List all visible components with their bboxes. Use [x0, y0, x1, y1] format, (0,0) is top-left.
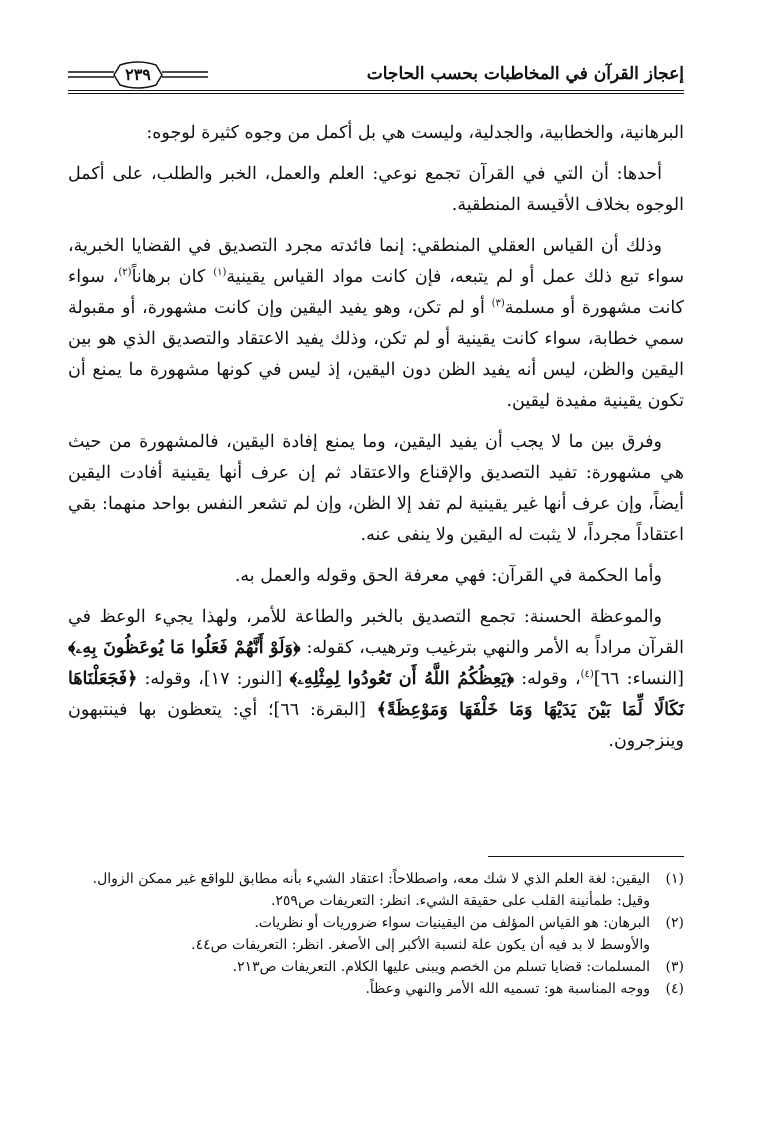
paragraph-6: والموعظة الحسنة: تجمع التصديق بالخبر والطاعة للأمر، ولهذا يجيء الوعظ في القرآن مراداً به الأمر والنهي بترغيب وترهيب، كقوله: ﴿وَلَوْ أَنَّهُمْ فَعَلُوا مَا يُوعَظُونَ بِهِۦ﴾ [النساء: ٦٦]$^{(٤)}$، وقوله: ﴿يَعِظُكُمُ اللَّهُ أَن تَعُودُوا لِمِثْلِهِۦ﴾ [النور: ١٧]، وقوله: ﴿فَجَعَلْنَاهَا نَكَالًا لِّمَا بَيْنَ يَدَيْهَا وَمَا خَلْفَهَا وَمَوْعِظَةً﴾ [البقرة: ٦٦]؛ أي: يتعظون بها فينتبهون وينزجرون.	[68, 607, 684, 751]
main-text	[68, 118, 684, 767]
quran-quote-2: ﴿يَعِظُكُمُ اللَّهُ أَن تَعُودُوا لِمِثْلِهِۦ﴾	[289, 669, 515, 689]
footnote-2: (٢) البرهان: هو القياس المؤلف من اليقينيات سواء ضروريات أو نظريات.	[254, 915, 684, 931]
footnote-ref-2[interactable]: (٢)	[118, 267, 132, 279]
paragraph-4: وفرق بين ما لا يجب أن يفيد اليقين، وما يمنع إفادة اليقين، فالمشهورة من حيث هي مشهورة: تفيد التصديق والإقناع والاعتقاد ثم إن عرف أنها يقينية أفادت اليقين أيضاً، وإن عرف أنها غير يقينية لم تفد إلا الظن، وإن لم تشعر النفس بواحد منهما: بقي اعتقاداً مجرداً، لا يثبت له اليقين ولا ينفى عنه.	[68, 432, 684, 545]
footnote-ref-1[interactable]: (١)	[213, 267, 227, 279]
footnote-1: (١) اليقين: لغة العلم الذي لا شك معه، واصطلاحاً: اعتقاد الشيء بأنه مطابق للواقع غير ممكن الزوال.	[92, 871, 684, 887]
paragraph-2: أحدها: أن التي في القرآن تجمع نوعي: العلم والعمل، الخبر والطلب، على أكمل الوجوه بخلاف الأقيسة المنطقية.	[68, 164, 684, 215]
footnote-2-continuation: والأوسط لا بد فيه أن يكون علة لنسبة الأكبر إلى الأصغر. انظر: التعريفات ص٤٤.	[191, 937, 650, 953]
quran-quote-1: ﴿وَلَوْ أَنَّهُمْ فَعَلُوا مَا يُوعَظُونَ بِهِۦ﴾	[68, 638, 301, 658]
page-number-ornament	[68, 61, 208, 89]
footnotes	[68, 868, 684, 1000]
footnote-4: (٤) ووجه المناسبة هو: تسميه الله الأمر والنهي وعظاً.	[365, 981, 684, 997]
page-header	[68, 58, 684, 98]
header-rule	[68, 90, 684, 94]
paragraph-3: وذلك أن القياس العقلي المنطقي: إنما فائدته مجرد التصديق في القضايا الخبرية، سواء تبع ذلك عمل أو لم يتبعه، فإن كانت مواد القياس يقينية$^{(١)}$ كان برهاناً$^{(٢)}$، سواء كانت مشهورة أو مسلمة$^{(٣)}$ أو لم تكن، وهو يفيد اليقين وإن كانت مشهورة، أو مقبولة سمي خطابة، سواء كانت يقينية أو لم تكن، وذلك يفيد الاعتقاد والتصديق الذي هو بين اليقين والظن، ليس أنه يفيد الظن دون اليقين، إذ ليس في كونها مشهورة ما يمنع أن تكون يقينية مفيدة ليقين.	[68, 236, 684, 411]
footnote-separator	[488, 856, 684, 857]
footnote-3: (٣) المسلمات: قضايا تسلم من الخصم ويبنى عليها الكلام. التعريفات ص٢١٣.	[232, 959, 684, 975]
page-number: ٢٣٩	[125, 65, 151, 84]
quran-quote-3: ﴿فَجَعَلْنَاهَا نَكَالًا لِّمَا بَيْنَ يَدَيْهَا وَمَا خَلْفَهَا وَمَوْعِظَةً﴾	[68, 669, 684, 720]
paragraph-1: البرهانية، والخطابية، والجدلية، وليست هي بل أكمل من وجوه كثيرة لوجوه:	[146, 123, 684, 143]
footnote-ref-4[interactable]: (٤)	[580, 669, 594, 681]
footnote-1-continuation: وقيل: طمأنينة القلب على حقيقة الشيء. انظر: التعريفات ص٢٥٩.	[270, 893, 650, 909]
running-title: إعجاز القرآن في المخاطبات بحسب الحاجات	[366, 64, 684, 84]
footnote-ref-3[interactable]: (٣)	[491, 298, 505, 310]
paragraph-5: وأما الحكمة في القرآن: فهي معرفة الحق وقوله والعمل به.	[234, 566, 662, 586]
